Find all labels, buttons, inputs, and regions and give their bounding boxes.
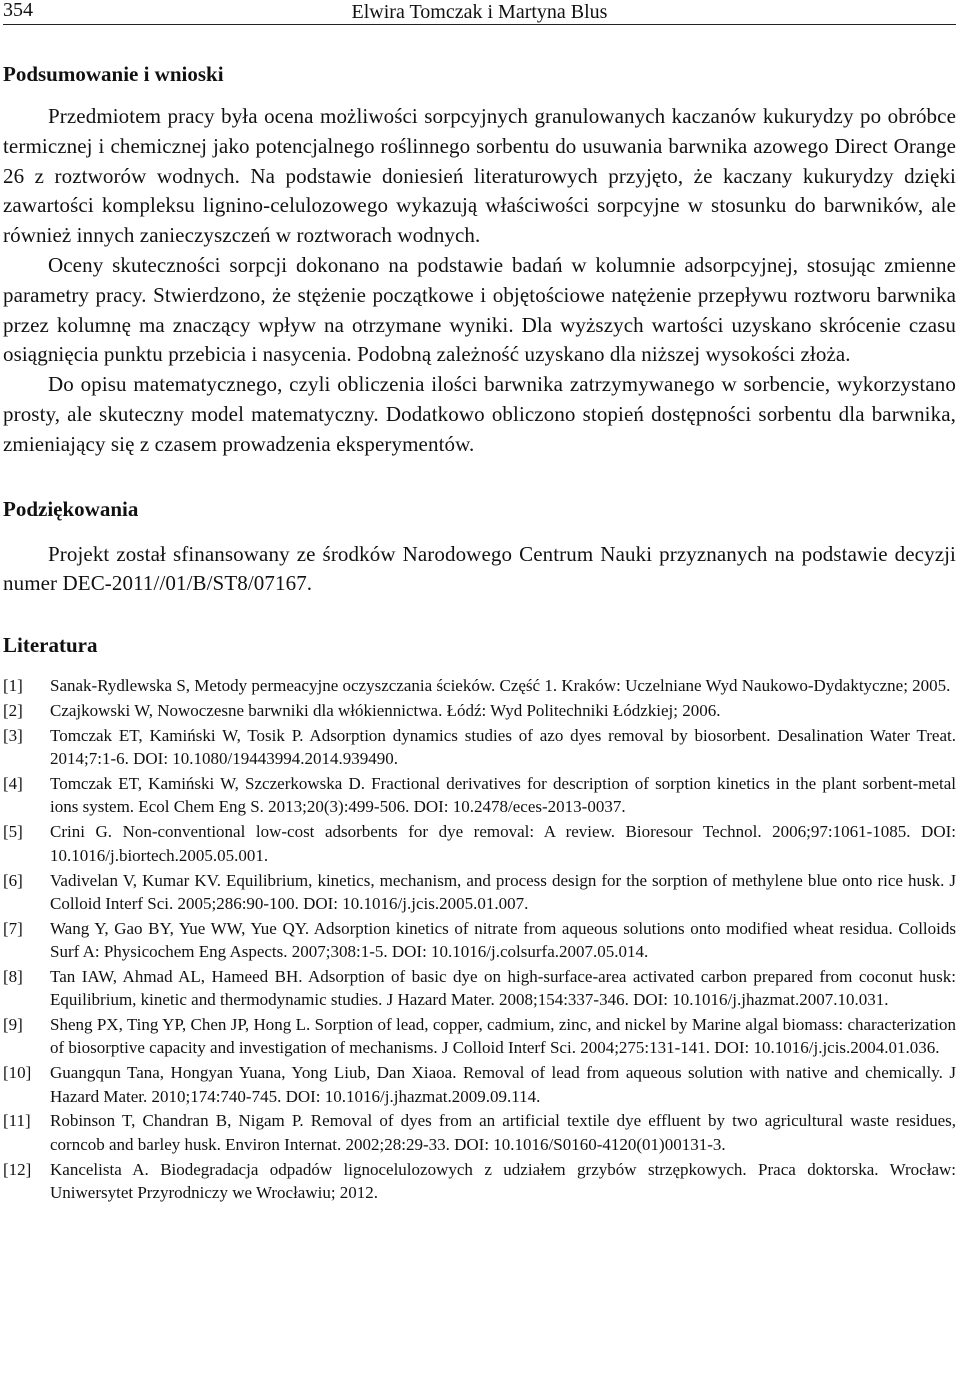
reference-item [3,1158,956,1205]
reference-number: [9] [3,1015,23,1035]
reference-text: Tomczak ET, Kamiński W, Tosik P. Adsorption dynamics studies of azo dyes removal by biosorbent. Desalination Water Treat. 2014;7:1-6. DOI: 10.1080/19443994.2014.939490. [50,725,956,769]
reference-text: Sanak-Rydlewska S, Metody permeacyjne oczyszczania ścieków. Część 1. Kraków: Uczelniane Wyd Naukowo-Dydaktyczne; 2005. [50,676,951,696]
reference-text: Czajkowski W, Nowoczesne barwniki dla włókiennictwa. Łódź: Wyd Politechniki Łódzkiej; 2006. [50,701,721,721]
summary-paragraph: Oceny skuteczności sorpcji dokonano na podstawie badań w kolumnie adsorpcyjnej, stosując zmienne parametry pracy. Stwierdzono, że stężenie początkowe i objętościowe natężenie przepływu roztworu barwnika przez kolumnę ma znaczący wpływ na otrzymane wyniki. Dla wyższych wartości uzyskano skrócenie czasu osiągnięcia punktu przebicia i nasycenia. Podobną zależność uzyskano dla niższej wysokości złoża. [3,252,956,367]
reference-item [3,917,956,964]
reference-number: [5] [3,822,23,842]
reference-number: [1] [3,676,23,696]
reference-number: [4] [3,774,23,794]
reference-text: Kancelista A. Biodegradacja odpadów lignocelulozowych z udziałem grzybów strzępkowych. Praca doktorska. Wrocław: Uniwersytet Przyrodniczy we Wrocławiu; 2012. [50,1159,956,1202]
summary-section [3,102,956,460]
reference-item [3,724,956,771]
reference-text: Wang Y, Gao BY, Yue WW, Yue QY. Adsorption kinetics of nitrate from aqueous solutions onto modified wheat residua. Colloids Surf A: Physicochem Eng Aspects. 2007;308:1-5. DOI: 10.1016/j.colsurfa.2007.05.014. [50,918,956,961]
reference-number: [8] [3,966,23,986]
page-number: 354 [3,0,33,21]
reference-number: [11] [3,1111,31,1131]
reference-item [3,1013,956,1060]
reference-text: Vadivelan V, Kumar KV. Equilibrium, kinetics, mechanism, and process design for the sorption of methylene blue onto rice husk. J Colloid Interf Sci. 2005;286:90-100. DOI: 10.1016/j.jcis.2005.01.007. [50,870,956,913]
reference-item [3,674,956,697]
reference-text: Tomczak ET, Kamiński W, Szczerkowska D. Fractional derivatives for description of sorption kinetics in the plant sorbent-metal ions system. Ecol Chem Eng S. 2013;20(3):499-506. DOI: 10.2478/eces-2013-0037. [50,774,956,817]
reference-text: Robinson T, Chandran B, Nigam P. Removal of dyes from an artificial textile dye effluent by two agricultural waste residues, corncob and barley husk. Environ Internat. 2002;28:29-33. DOI: 10.1016/S0160-4120(01)00131-3. [50,1111,956,1154]
reference-text: Crini G. Non-conventional low-cost adsorbents for dye removal: A review. Bioresour Technol. 2006;97:1061-1085. DOI: 10.1016/j.biortech.2005.05.001. [50,822,956,865]
reference-number: [12] [3,1159,32,1179]
literature-heading: Literatura [3,633,98,658]
reference-number: [10] [3,1063,32,1083]
summary-heading: Podsumowanie i wnioski [3,62,224,86]
reference-number: [7] [3,918,23,938]
summary-paragraph: Przedmiotem pracy była ocena możliwości sorpcyjnych granulowanych kaczanów kukurydzy po obróbce termicznej i chemicznej jako potencjalnego roślinnego sorbentu do usuwania barwnika azowego Direct Orange 26 z roztworów wodnych. Na podstawie doniesień literaturowych przyjęto, że kaczany kukurydzy dzięki zawartości kompleksu lignino-celulozowego wykazują właściwości sorpcyjne w stosunku do barwników, ale również innych zanieczyszczeń w roztworach wodnych. [3,104,956,248]
reference-number: [2] [3,701,23,721]
reference-item [3,699,956,722]
reference-number: [3] [3,725,23,745]
reference-item [3,1109,956,1156]
reference-text: Sheng PX, Ting YP, Chen JP, Hong L. Sorption of lead, copper, cadmium, zinc, and nickel by Marine algal biomass: characterization of biosorptive capacity and investigation of mechanisms. J Colloid Interf Sci. 2004;275:131-141. DOI: 10.1016/j.jcis.2004.01.036. [50,1015,956,1058]
reference-item [3,869,956,916]
reference-item [3,772,956,819]
reference-text: Guangqun Tana, Hongyan Yuana, Yong Liub, Dan Xiaoa. Removal of lead from aqueous solution with native and chemically. J Hazard Mater. 2010;174:740-745. DOI: 10.1016/j.jhazmat.2009.09.114. [50,1063,956,1106]
reference-number: [6] [3,870,23,890]
reference-text: Tan IAW, Ahmad AL, Hameed BH. Adsorption of basic dye on high-surface-area activated carbon prepared from coconut husk: Equilibrium, kinetic and thermodynamic studies. J Hazard Mater. 2008;154:337-346. DOI: 10.1016/j.jhazmat.2007.10.031. [50,966,956,1010]
reference-list [3,674,956,1204]
reference-item [3,820,956,867]
acknowledgements-text: Projekt został sfinansowany ze środków Narodowego Centrum Nauki przyznanych na podstawie decyzji numer DEC-2011//01/B/ST8/07167. [3,541,956,596]
acknowledgements-heading: Podziękowania [3,496,139,521]
running-head: Elwira Tomczak i Martyna Blus [351,1,608,23]
reference-item [3,1061,956,1108]
summary-paragraph: Do opisu matematycznego, czyli obliczenia ilości barwnika zatrzymywanego w sorbencie, wykorzystano prosty, ale skuteczny model matematyczny. Dodatkowo obliczono stopień dostępności sorbentu dla barwnika, zmieniający się z czasem prowadzenia eksperymentów. [3,372,956,456]
reference-item [3,965,956,1012]
page-header [3,0,956,25]
